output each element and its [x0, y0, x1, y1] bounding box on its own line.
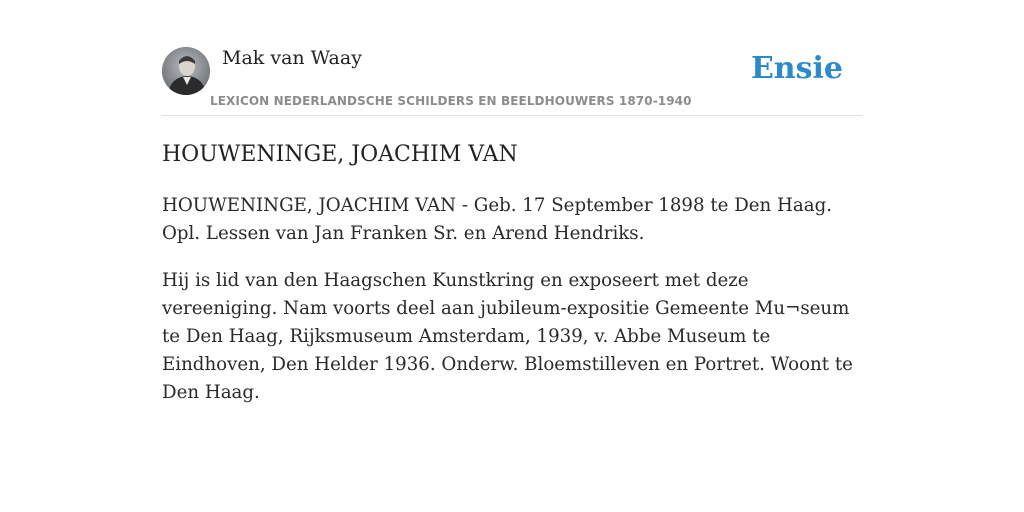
source-title[interactable]: LEXICON NEDERLANDSCHE SCHILDERS EN BEELDHOUWERS 1870-1940 [210, 94, 692, 108]
brand-logo[interactable]: Ensie [750, 51, 843, 86]
header [162, 0, 862, 116]
author-name[interactable]: Mak van Waay [222, 47, 362, 69]
portrait-avatar-icon [162, 47, 210, 95]
page [162, 0, 862, 512]
article-paragraph: HOUWENINGE, JOACHIM VAN - Geb. 17 September 1898 te Den Haag. Opl. Lessen van Jan Franken Sr. en Arend Hendriks. [162, 195, 833, 244]
article-title: HOUWENINGE, JOACHIM VAN [162, 142, 518, 167]
author-avatar[interactable] [162, 47, 210, 95]
article-paragraph: Hij is lid van den Haagschen Kunstkring en exposeert met deze vereeniging. Nam voorts deel aan jubileum-expositie Gemeente Mu¬seum te Den Haag, Rijksmuseum Amsterdam, 1939, v. Abbe Museum te Eindhoven, Den Helder 1936. Onderw. Bloemstilleven en Portret. Woont te Den Haag. [162, 270, 853, 403]
article-body [162, 192, 862, 426]
